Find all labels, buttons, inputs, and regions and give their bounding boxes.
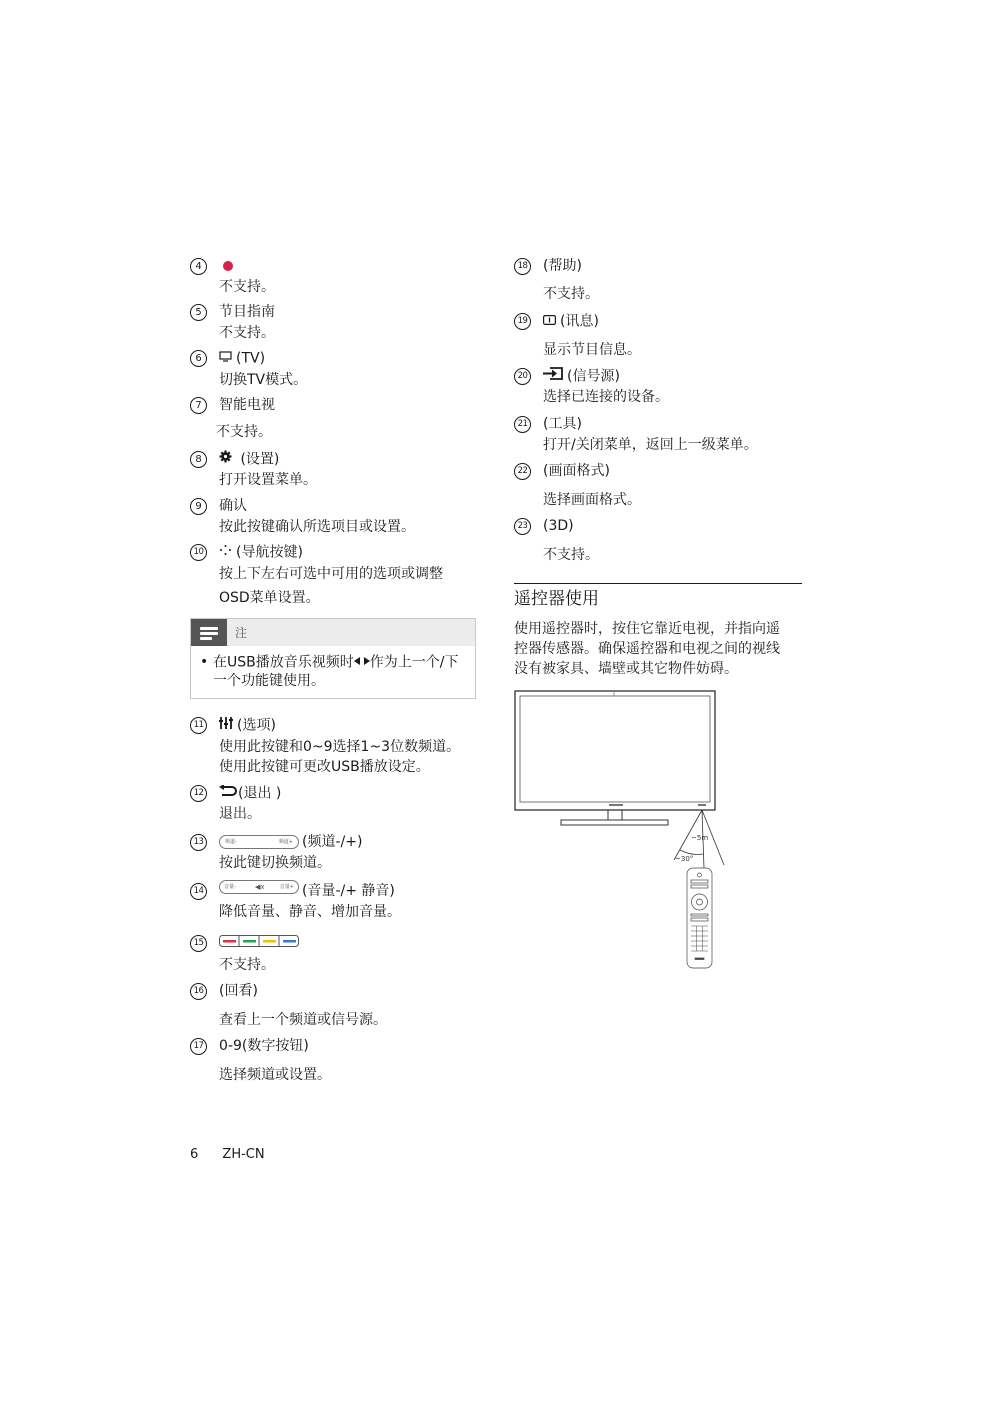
number-badge: 10: [190, 544, 207, 561]
item-title: (讯息): [560, 313, 599, 330]
item-title: (频道-/+): [302, 834, 363, 850]
number-badge: 9: [190, 498, 207, 515]
number-badge: 5: [190, 304, 207, 321]
number-badge: 15: [190, 935, 207, 952]
item-desc: 退出。: [219, 806, 261, 822]
item-desc: 不支持。: [216, 423, 272, 440]
section-divider: [514, 583, 802, 584]
item-desc: 按此键切换频道。: [219, 855, 331, 871]
number-badge: 16: [190, 983, 207, 1000]
item-title: (设置): [236, 451, 280, 467]
item-title: 确认: [219, 498, 247, 514]
item-desc: 显示节目信息。: [543, 341, 641, 358]
item-desc: 切换TV模式。: [219, 371, 308, 388]
item-title: (导航按键): [236, 544, 303, 561]
item-18: [514, 256, 806, 304]
note-header: [191, 619, 475, 646]
item-desc: 使用此按键可更改USB播放设定。: [219, 758, 430, 775]
navigation-arrows-icon: [219, 542, 232, 563]
page-number: 6: [190, 1147, 199, 1162]
number-badge: 14: [190, 883, 207, 900]
channel-button-strip-icon: 频道- 频道+: [219, 835, 299, 849]
item-title: (3D): [543, 518, 574, 534]
color-keys-icon: [219, 933, 299, 954]
item-16: [190, 981, 480, 1030]
item-title: 智能电视: [219, 396, 275, 413]
item-10: [190, 542, 480, 608]
number-badge: 6: [190, 350, 207, 367]
item-title: (选项): [237, 717, 276, 734]
item-desc: 选择频道或设置。: [219, 1066, 331, 1083]
item-13: [190, 832, 480, 873]
item-title: (TV): [236, 350, 266, 367]
record-dot-icon: [223, 261, 233, 271]
note-label: 注: [235, 625, 248, 640]
item-11: [190, 715, 480, 777]
item-5: [190, 302, 480, 343]
item-desc: OSD菜单设置。: [219, 589, 320, 606]
volume-button-strip-icon: 音量- ◀x 音量+: [219, 880, 299, 894]
item-21: [514, 414, 806, 455]
bullet: •: [200, 653, 209, 670]
item-20: [514, 366, 806, 408]
item-17: [190, 1036, 480, 1085]
number-badge: 11: [190, 717, 207, 734]
item-23: [514, 516, 806, 565]
item-title: (工具): [543, 416, 582, 432]
tv-icon: [219, 348, 232, 369]
item-title: (回看): [219, 982, 258, 999]
note-text: • 在USB播放音乐视频时 作为上一个/下 一个功能键使用。: [200, 653, 459, 689]
item-22: [514, 461, 806, 510]
item-desc: 不支持。: [219, 956, 275, 973]
item-15: [190, 933, 480, 975]
angle-label: ~30°: [675, 855, 694, 863]
tv-illustration: [515, 691, 715, 825]
number-badge: 13: [190, 834, 207, 851]
item-desc: 不支持。: [219, 325, 275, 341]
item-8: [190, 449, 480, 491]
item-19: [514, 311, 806, 360]
item-title: (信号源): [567, 368, 620, 384]
number-badge: 7: [190, 397, 207, 414]
number-badge: 22: [514, 463, 531, 480]
tv-remote-diagram: [514, 690, 744, 980]
item-desc: 打开/关闭菜单，返回上一级菜单。: [543, 437, 758, 453]
item-desc: 不支持。: [219, 279, 275, 295]
note-icon: [191, 619, 227, 646]
item-title: 0-9(数字按钮): [219, 1037, 309, 1054]
left-right-arrows-icon: [354, 653, 370, 672]
number-badge: 18: [514, 258, 531, 275]
item-desc: 按上下左右可选中可用的选项或调整: [219, 565, 443, 582]
item-desc: 降低音量、静音、增加音量。: [219, 904, 401, 920]
item-desc: 不支持。: [543, 547, 599, 563]
item-14: [190, 881, 480, 922]
number-badge: 23: [514, 518, 531, 535]
remote-control-illustration: [687, 868, 712, 968]
section-paragraph: 使用遥控器时，按住它靠近电视，并指向遥 控器传感器。确保遥控器和电视之间的视线 没有被家具、墙壁或其它物件妨碍。: [514, 621, 780, 677]
item-9: [190, 496, 480, 537]
mute-icon: ◀x: [255, 883, 265, 891]
section-heading: 遥控器使用: [514, 589, 599, 609]
page-footer: [190, 1147, 265, 1162]
note-box: [190, 618, 476, 700]
number-badge: 20: [514, 368, 531, 385]
options-icon: [219, 715, 233, 736]
distance-label: ~5m: [691, 834, 709, 842]
item-desc: 按此按键确认所选项目或设置。: [219, 519, 415, 535]
item-desc: 不支持。: [543, 286, 599, 302]
item-desc: 打开设置菜单。: [219, 472, 317, 488]
item-desc: 使用此按键和0~9选择1~3位数频道。: [219, 738, 461, 755]
language-code: ZH-CN: [222, 1147, 265, 1162]
back-arrow-icon: [219, 783, 237, 804]
item-title: (音量-/+ 静音): [302, 883, 395, 899]
number-badge: 8: [190, 451, 207, 468]
number-badge: 21: [514, 416, 531, 433]
item-4: [190, 256, 480, 297]
item-title: (退出 ): [238, 785, 282, 801]
gear-icon: [219, 449, 232, 470]
right-column: [514, 256, 806, 863]
source-icon: [543, 366, 563, 387]
number-badge: 12: [190, 785, 207, 802]
info-icon: [543, 311, 556, 332]
item-title: (帮助): [543, 258, 582, 274]
item-title: 节目指南: [219, 304, 275, 320]
item-title: (画面格式): [543, 463, 610, 479]
item-desc: 查看上一个频道或信号源。: [219, 1011, 387, 1028]
number-badge: 19: [514, 313, 531, 330]
number-badge: 17: [190, 1038, 207, 1055]
item-desc: 选择画面格式。: [543, 492, 641, 508]
item-desc: 选择已连接的设备。: [543, 389, 669, 405]
left-column: [190, 256, 480, 1085]
item-12: [190, 783, 480, 825]
item-6: [190, 348, 480, 390]
number-badge: 4: [190, 258, 207, 275]
item-7: [190, 395, 480, 442]
